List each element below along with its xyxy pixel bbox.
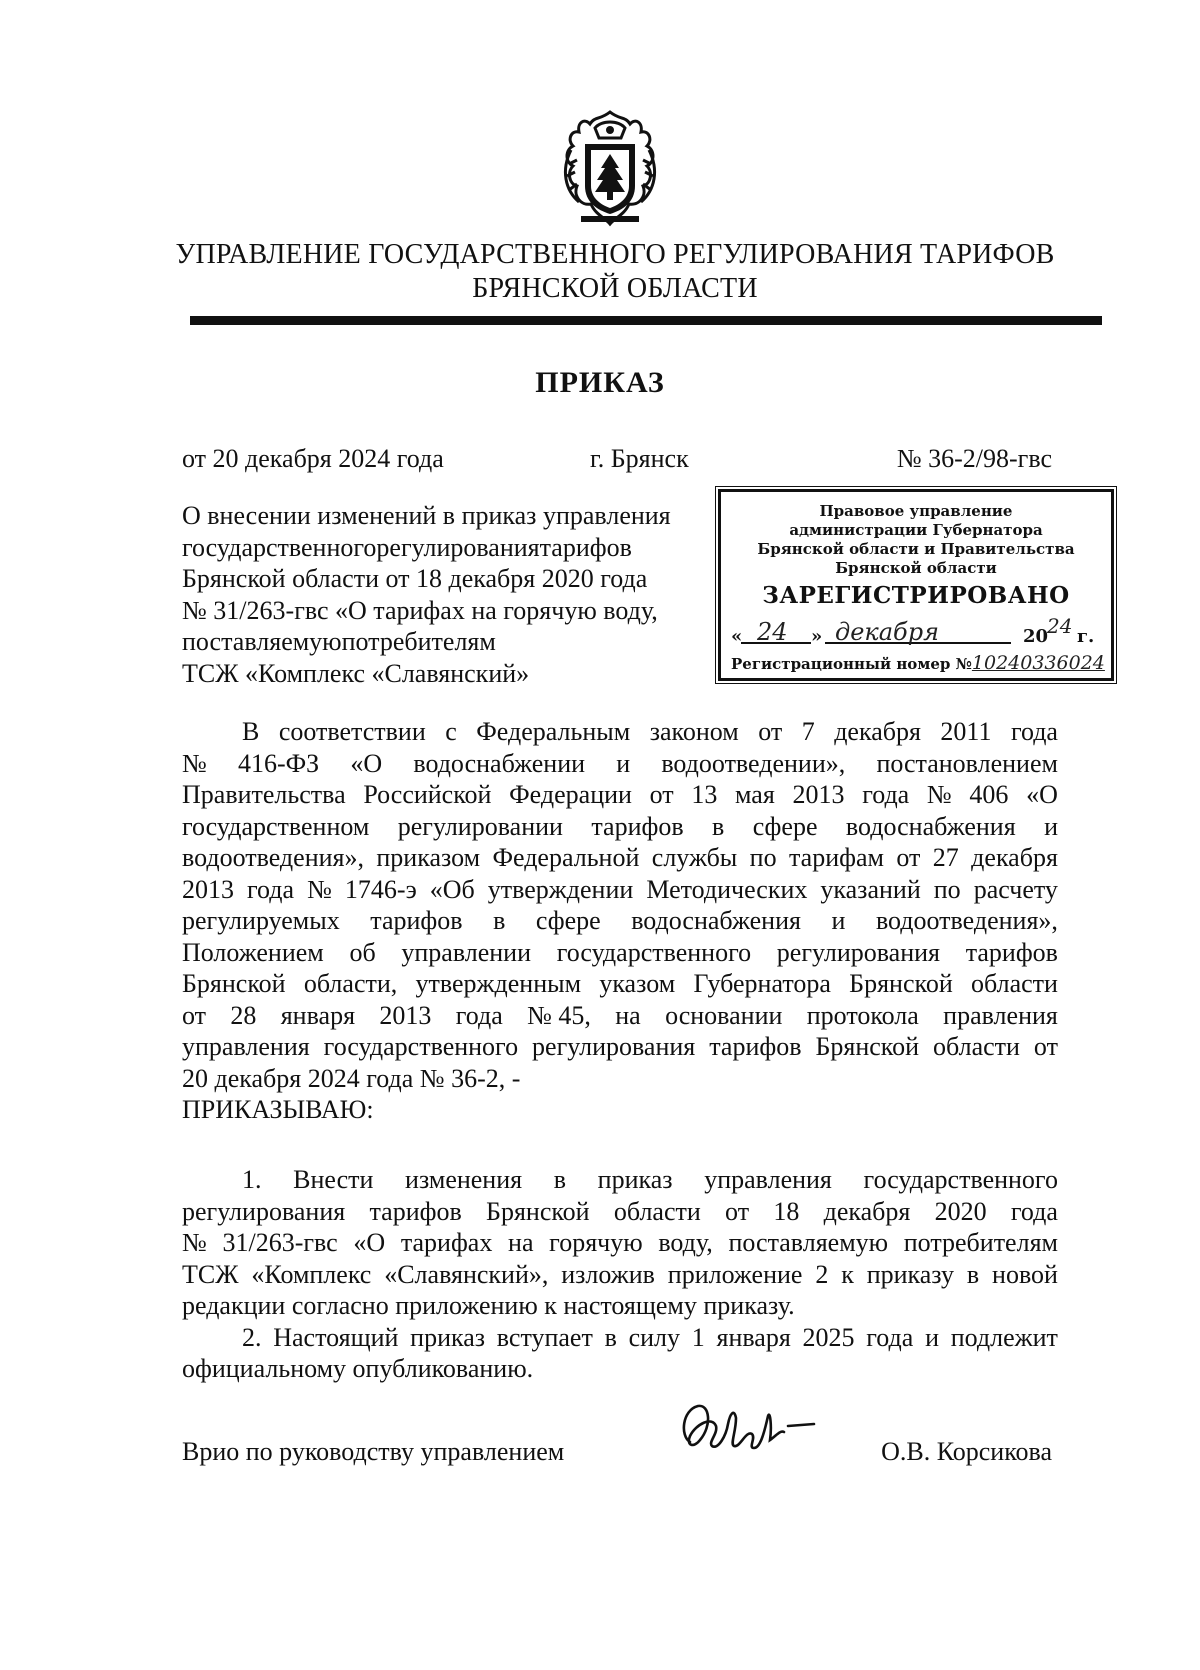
word: государственного bbox=[863, 1165, 1058, 1194]
word: 2013 bbox=[379, 1000, 432, 1030]
justified-text-line bbox=[182, 1000, 1058, 1032]
signatory-name: О.В. Корсикова bbox=[881, 1437, 1052, 1466]
word: Российской bbox=[363, 780, 492, 809]
word: 13 bbox=[691, 780, 718, 809]
justified-text-line bbox=[182, 1031, 1058, 1063]
word: тарифов bbox=[965, 937, 1058, 967]
preamble-paragraph bbox=[182, 716, 1058, 1126]
word: новой bbox=[992, 1259, 1058, 1289]
text-line: ПРИКАЗЫВАЮ: bbox=[182, 1095, 374, 1124]
justified-text-line bbox=[182, 1227, 1058, 1259]
word: изменения bbox=[405, 1165, 523, 1194]
word: декабря bbox=[834, 717, 921, 746]
word: по bbox=[933, 874, 961, 904]
word: приказу bbox=[866, 1259, 955, 1289]
word: тарифов bbox=[370, 906, 463, 935]
stamp-month: декабря bbox=[835, 618, 939, 646]
word: «Комплекс bbox=[251, 1259, 372, 1289]
word: водоотведении», bbox=[661, 748, 846, 778]
word: 1. bbox=[242, 1165, 262, 1194]
document-date: от 20 декабря 2024 года bbox=[182, 444, 444, 473]
word: января bbox=[280, 1000, 356, 1030]
word: государственного bbox=[323, 1032, 519, 1061]
word: силу bbox=[628, 1322, 681, 1352]
text-line: редакции согласно приложению к настоящему приказу. bbox=[182, 1291, 795, 1320]
word: «О bbox=[1026, 780, 1058, 809]
word: тарифов bbox=[539, 532, 632, 562]
word: водоотведения», bbox=[875, 906, 1058, 935]
word: 28 bbox=[230, 1000, 257, 1030]
word: на bbox=[508, 1228, 534, 1257]
word: подлежит bbox=[950, 1322, 1058, 1352]
word: Внести bbox=[293, 1165, 374, 1194]
word: Брянской bbox=[849, 969, 953, 998]
word: регулируемых bbox=[182, 906, 340, 935]
word: Федеральным bbox=[476, 717, 631, 746]
justified-text-line bbox=[182, 532, 700, 564]
word: изложив bbox=[561, 1259, 655, 1289]
justified-text-line bbox=[182, 1322, 1058, 1354]
word: года bbox=[866, 1322, 914, 1352]
handwritten-signature bbox=[672, 1396, 822, 1466]
word: области bbox=[613, 1196, 701, 1226]
stamp-open-quote: « bbox=[731, 626, 743, 647]
word: «О bbox=[353, 1228, 386, 1257]
word: в bbox=[966, 1259, 980, 1289]
justified-text-line bbox=[182, 905, 1058, 937]
stamp-registration-line bbox=[731, 652, 1111, 674]
word: 406 bbox=[969, 780, 1009, 809]
word: 18 bbox=[773, 1196, 800, 1226]
document-subject bbox=[182, 500, 700, 689]
word: Федеральной bbox=[492, 843, 640, 872]
stamp-year-suffix: 24 bbox=[1047, 614, 1073, 638]
word: года bbox=[1010, 717, 1058, 746]
word: декабря bbox=[971, 843, 1058, 872]
word: указаний bbox=[820, 874, 921, 904]
word: постановлением bbox=[876, 748, 1058, 778]
word: ТСЖ bbox=[182, 1259, 239, 1289]
word: сфере bbox=[752, 811, 818, 841]
signatory-position: Врио по руководству управлением bbox=[182, 1437, 565, 1466]
justified-text-line bbox=[182, 716, 1058, 748]
word: 416-ФЗ bbox=[237, 748, 320, 778]
word: от bbox=[896, 843, 921, 872]
word: декабря bbox=[823, 1196, 911, 1226]
word: 31/263-гвс bbox=[222, 1228, 338, 1257]
word: 2020 bbox=[934, 1196, 987, 1226]
word: об bbox=[349, 937, 376, 967]
justified-text-line bbox=[182, 874, 1058, 906]
word: от bbox=[182, 1000, 207, 1030]
word: водоснабжения bbox=[631, 906, 801, 935]
word: утверждении bbox=[487, 874, 634, 904]
word: приказ bbox=[597, 1165, 673, 1194]
word: Брянской bbox=[486, 1196, 590, 1226]
stamp-line: администрации Губернатора bbox=[789, 521, 1043, 539]
text-line: ТСЖ «Комплекс «Славянский» bbox=[182, 658, 530, 688]
word: по bbox=[749, 843, 777, 872]
word: воду, bbox=[658, 1228, 713, 1257]
word: управления bbox=[182, 1032, 310, 1061]
word: области, bbox=[303, 969, 398, 998]
word: поставляемую bbox=[182, 627, 342, 656]
word: поставляемую bbox=[728, 1228, 889, 1257]
word: регулирования bbox=[532, 1032, 696, 1061]
word: от bbox=[1033, 1032, 1058, 1061]
justified-text-line bbox=[182, 748, 1058, 780]
stamp-line: Брянской области и Правительства bbox=[757, 540, 1075, 558]
word: 27 bbox=[932, 843, 959, 872]
justified-text-line bbox=[182, 1196, 1058, 1228]
word: 2013 bbox=[182, 874, 234, 904]
word: и bbox=[831, 906, 846, 935]
word: 2 bbox=[815, 1259, 829, 1289]
word: № bbox=[307, 874, 332, 904]
justified-text-line bbox=[182, 626, 700, 658]
word: в bbox=[712, 811, 725, 841]
word: тарифов bbox=[369, 1196, 462, 1226]
word: Правительства bbox=[182, 780, 346, 809]
word: приказом bbox=[376, 843, 481, 872]
word: Положением bbox=[182, 937, 324, 967]
word: Брянской bbox=[815, 1032, 920, 1061]
stamp-year-prefix: 20 bbox=[1023, 626, 1049, 647]
word: соответствии bbox=[278, 717, 426, 746]
word: года bbox=[455, 1000, 503, 1030]
word: управления bbox=[704, 1165, 832, 1194]
stamp-date-line bbox=[731, 614, 1107, 650]
word: Настоящий bbox=[273, 1322, 399, 1352]
word: на bbox=[615, 1000, 641, 1030]
word: «Об bbox=[429, 874, 475, 904]
word: государственного bbox=[556, 937, 752, 967]
word: от bbox=[758, 717, 783, 746]
word: Федерации bbox=[509, 780, 632, 809]
justified-text-line bbox=[182, 779, 1058, 811]
stamp-reg-label: Регистрационный номер № bbox=[731, 655, 972, 673]
word: от bbox=[725, 1196, 750, 1226]
word: тарифах bbox=[400, 1228, 493, 1257]
word: Губернатора bbox=[693, 969, 831, 998]
stamp-year-unit: г. bbox=[1077, 626, 1095, 647]
word: сфере bbox=[535, 906, 601, 935]
word: и bbox=[925, 1322, 939, 1352]
word: к bbox=[841, 1259, 854, 1289]
stamp-line: Правовое управление bbox=[819, 502, 1013, 520]
justified-text-line bbox=[182, 1259, 1058, 1291]
stamp-line: Брянской области bbox=[835, 559, 997, 577]
word: от bbox=[649, 780, 674, 809]
document-title: ПРИКАЗ bbox=[535, 366, 665, 399]
word: приложение bbox=[667, 1259, 803, 1289]
word: года bbox=[862, 780, 910, 809]
word: 7 bbox=[801, 717, 815, 746]
word: горячую bbox=[549, 1228, 643, 1257]
justified-text-line bbox=[182, 968, 1058, 1000]
word: указом bbox=[599, 969, 676, 998]
word: основании bbox=[665, 1000, 783, 1030]
word: расчету bbox=[973, 874, 1058, 904]
order-items bbox=[182, 1164, 1058, 1385]
word: года bbox=[247, 874, 295, 904]
word: января bbox=[716, 1322, 791, 1352]
word: 1 bbox=[691, 1322, 705, 1352]
word: № bbox=[182, 1228, 207, 1257]
word: года bbox=[1010, 1196, 1058, 1226]
word: «Славянский», bbox=[384, 1259, 549, 1289]
word: потребителям bbox=[341, 627, 496, 656]
word: области bbox=[971, 969, 1058, 998]
word: 1746-э bbox=[344, 874, 417, 904]
word: в bbox=[604, 1322, 617, 1352]
word: и bbox=[1044, 811, 1058, 841]
justified-text-line bbox=[182, 1164, 1058, 1196]
word: регулировании bbox=[397, 811, 563, 841]
document-city: г. Брянск bbox=[590, 444, 689, 473]
word: управлении bbox=[401, 937, 532, 967]
justified-text-line bbox=[182, 811, 1058, 843]
word: законом bbox=[649, 717, 739, 746]
stamp-close-quote: » bbox=[811, 626, 823, 647]
word: водоотведения», bbox=[182, 843, 364, 872]
word: тарифам bbox=[788, 843, 884, 872]
justified-text-line bbox=[182, 842, 1058, 874]
word: и bbox=[616, 748, 631, 778]
word: государственного bbox=[182, 532, 377, 562]
word: приказ bbox=[410, 1322, 486, 1352]
word: водоснабжения bbox=[845, 811, 1016, 841]
word: мая bbox=[735, 780, 775, 809]
word: в bbox=[553, 1165, 567, 1194]
word: 2. bbox=[242, 1322, 262, 1352]
word: правления bbox=[943, 1000, 1058, 1030]
word: 2013 bbox=[792, 780, 845, 809]
word: «О bbox=[350, 748, 383, 778]
organization-name-line1: УПРАВЛЕНИЕ ГОСУДАРСТВЕННОГО РЕГУЛИРОВАНИЯ ТАРИФОВ bbox=[175, 239, 1055, 270]
text-line: 20 декабря 2024 года № 36-2, - bbox=[182, 1063, 521, 1093]
word: в bbox=[493, 906, 506, 935]
word: 2011 bbox=[940, 717, 992, 746]
word: службы bbox=[651, 843, 738, 872]
word: с bbox=[445, 717, 457, 746]
text-line: официальному опубликованию. bbox=[182, 1354, 534, 1383]
header-divider bbox=[190, 316, 1102, 325]
word: тарифов bbox=[709, 1032, 802, 1061]
text-line: Брянской области от 18 декабря 2020 года bbox=[182, 564, 648, 593]
registration-stamp bbox=[718, 489, 1114, 681]
text-line: О внесении изменений в приказ управления bbox=[182, 501, 671, 530]
word: Методических bbox=[646, 874, 808, 904]
word: тарифов bbox=[591, 811, 684, 841]
word: регулирования bbox=[376, 532, 540, 562]
word: № bbox=[926, 780, 952, 809]
organization-name-line2: БРЯНСКОЙ ОБЛАСТИ bbox=[472, 273, 758, 304]
word: вступает bbox=[496, 1322, 593, 1352]
word: потребителям bbox=[903, 1228, 1058, 1257]
word: № bbox=[182, 748, 207, 778]
word: государственном bbox=[182, 811, 370, 841]
text-line: № 31/263-гвс «О тарифах на горячую воду, bbox=[182, 595, 658, 625]
word: области bbox=[933, 1032, 1020, 1061]
word: регулирования bbox=[776, 937, 941, 967]
word: № 45, bbox=[527, 1000, 591, 1030]
justified-text-line bbox=[182, 937, 1058, 969]
word: 2025 bbox=[802, 1322, 855, 1352]
coat-of-arms-icon bbox=[555, 110, 665, 228]
stamp-reg-number: 10240336024 bbox=[971, 652, 1105, 674]
word: В bbox=[242, 717, 260, 746]
document-number: № 36-2/98-гвс bbox=[896, 444, 1052, 473]
stamp-day: 24 bbox=[757, 618, 788, 646]
word: протокола bbox=[806, 1000, 919, 1030]
word: Брянской bbox=[182, 969, 286, 998]
word: регулирования bbox=[182, 1196, 346, 1226]
word: водоснабжении bbox=[413, 748, 586, 778]
stamp-registered: ЗАРЕГИСТРИРОВАНО bbox=[762, 582, 1070, 609]
word: утвержденным bbox=[415, 969, 582, 998]
